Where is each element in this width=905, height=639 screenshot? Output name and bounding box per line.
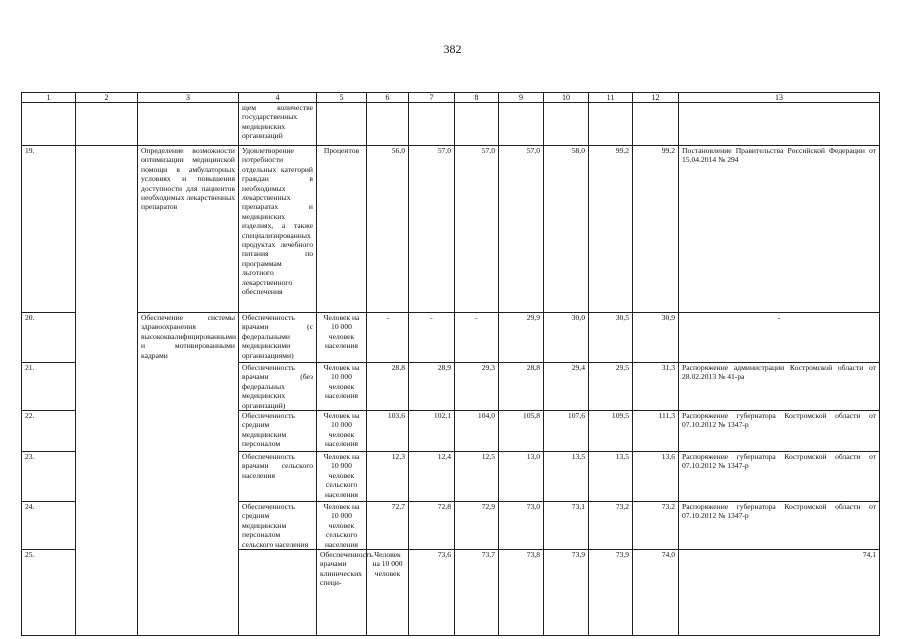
unit-cell: Человек на 10 000 человек сельского населения: [317, 452, 367, 502]
value-cell: [409, 103, 455, 146]
value-cell: 30,5: [589, 313, 633, 363]
value-cell: 102,1: [409, 411, 455, 452]
value-cell: -: [409, 313, 455, 363]
value-cell: 103,6: [367, 411, 409, 452]
value-cell: 74,1: [679, 550, 880, 636]
unit-cell: Процентов: [317, 146, 367, 313]
header-cell: 6: [367, 93, 409, 103]
header-row: [22, 93, 880, 103]
basis-cell: Распоряжение губернатора Костромской области от 07.10.2012 № 1347-р: [679, 502, 880, 550]
value-cell: 73,6: [409, 550, 455, 636]
unit-cell: Человек на 10 000 человек населения: [317, 363, 367, 411]
value-cell: 104,0: [455, 411, 499, 452]
row-number: 25.: [22, 550, 76, 636]
value-cell: 72,7: [367, 502, 409, 550]
value-cell: 28,8: [499, 363, 544, 411]
indicator-cell: щем количестве государственных медицинских организаций: [239, 103, 317, 146]
table-row: [22, 103, 880, 146]
page-number: 382: [443, 42, 462, 56]
value-cell: 105,8: [499, 411, 544, 452]
value-cell: -: [367, 313, 409, 363]
value-cell: 29,9: [499, 313, 544, 363]
unit-cell: Человек на 10 000 человек сельского населения: [317, 502, 367, 550]
row-number: [22, 103, 76, 146]
basis-cell: [679, 103, 880, 146]
header-cell: 12: [633, 93, 679, 103]
indicator-cell: Обеспеченность средним медицинским персоналом сельского населения: [239, 502, 317, 550]
row-number: 24.: [22, 502, 76, 550]
value-cell: 29,4: [544, 363, 589, 411]
value-cell: 30,0: [544, 313, 589, 363]
value-cell: 73,9: [544, 550, 589, 636]
table-row: [22, 146, 880, 313]
header-cell: 8: [455, 93, 499, 103]
column-2-cell: [76, 103, 138, 146]
indicator-cell: Обеспеченность средним медицинским персоналом: [239, 411, 317, 452]
value-cell: [499, 103, 544, 146]
row-number: 22.: [22, 411, 76, 452]
value-cell: [367, 103, 409, 146]
indicator-cell: Обеспеченность врачами (с федеральными медицинскими организациями): [239, 313, 317, 363]
header-cell: 4: [239, 93, 317, 103]
value-cell: 72,8: [409, 502, 455, 550]
value-cell: 28,8: [367, 363, 409, 411]
unit-cell: Человек на 10 000 человек населения: [317, 313, 367, 363]
row-number: 19.: [22, 146, 76, 313]
value-cell: 13,5: [589, 452, 633, 502]
unit-cell: [317, 103, 367, 146]
indicator-cell: Обеспеченность врачами клинических специ-: [317, 550, 367, 636]
value-cell: 57,0: [499, 146, 544, 313]
indicator-cell: Обеспеченность врачами (без федеральных медицинских организаций): [239, 363, 317, 411]
task-cell: Обеспечение системы здравоохранения высококвалифицированными и мотивированными кадрами: [138, 313, 239, 636]
value-cell: 13,0: [499, 452, 544, 502]
value-cell: 31,3: [633, 363, 679, 411]
value-cell: 99,2: [633, 146, 679, 313]
value-cell: 72,9: [455, 502, 499, 550]
value-cell: 73,9: [589, 550, 633, 636]
header-cell: 5: [317, 93, 367, 103]
value-cell: 73,2: [633, 502, 679, 550]
row-number: 20.: [22, 313, 76, 363]
column-2-cell: [239, 550, 317, 636]
basis-cell: Распоряжение губернатора Костромской области от 07.10.2012 № 1347-р: [679, 452, 880, 502]
value-cell: 109,5: [589, 411, 633, 452]
value-cell: 57,0: [455, 146, 499, 313]
indicator-cell: Удовлетворение потребности отдельных категорий граждан в необходимых лекарственных препаратах и медицинских изделиях, а также специализированных продуктах лечебного питания по программам льготного лекарственного обеспечения: [239, 146, 317, 313]
header-cell: 10: [544, 93, 589, 103]
value-cell: -: [455, 313, 499, 363]
indicator-cell: Обеспеченность врачами сельского населения: [239, 452, 317, 502]
unit-cell: Человек на 10 000 человек: [367, 550, 409, 636]
value-cell: 56,0: [367, 146, 409, 313]
header-cell: 2: [76, 93, 138, 103]
value-cell: 73,7: [455, 550, 499, 636]
row-number: 21.: [22, 363, 76, 411]
value-cell: 12,4: [409, 452, 455, 502]
value-cell: 58,0: [544, 146, 589, 313]
value-cell: 73,0: [499, 502, 544, 550]
value-cell: 99,2: [589, 146, 633, 313]
value-cell: [633, 103, 679, 146]
task-cell: [138, 103, 239, 146]
basis-cell: Распоряжение губернатора Костромской области от 07.10.2012 № 1347-р: [679, 411, 880, 452]
table-row: [22, 313, 880, 363]
value-cell: [589, 103, 633, 146]
value-cell: 12,3: [367, 452, 409, 502]
indicators-table: [21, 92, 880, 636]
basis-cell: Распоряжение администрации Костромской области от 28.02.2013 № 41-ра: [679, 363, 880, 411]
unit-cell: Человек на 10 000 человек населения: [317, 411, 367, 452]
value-cell: [544, 103, 589, 146]
value-cell: 28,9: [409, 363, 455, 411]
value-cell: 74,0: [633, 550, 679, 636]
value-cell: 73,8: [499, 550, 544, 636]
value-cell: 73,2: [589, 502, 633, 550]
basis-cell: -: [679, 313, 880, 363]
value-cell: 57,0: [409, 146, 455, 313]
row-number: 23.: [22, 452, 76, 502]
value-cell: 29,5: [589, 363, 633, 411]
value-cell: [455, 103, 499, 146]
value-cell: 13,5: [544, 452, 589, 502]
basis-cell: Постановление Правительства Российской Федерации от 15.04.2014 № 294: [679, 146, 880, 313]
value-cell: 29,3: [455, 363, 499, 411]
value-cell: 111,3: [633, 411, 679, 452]
value-cell: 107,6: [544, 411, 589, 452]
header-cell: 13: [679, 93, 880, 103]
header-cell: 3: [138, 93, 239, 103]
value-cell: 12,5: [455, 452, 499, 502]
header-cell: 1: [22, 93, 76, 103]
column-2-cell: [76, 146, 138, 636]
value-cell: 13,6: [633, 452, 679, 502]
value-cell: 73,1: [544, 502, 589, 550]
value-cell: 30,9: [633, 313, 679, 363]
header-cell: 11: [589, 93, 633, 103]
header-cell: 9: [499, 93, 544, 103]
task-cell: Определение возможности оптимизации медицинской помощи в амбулаторных условиях и повышения доступности для пациентов необходимых лекарственных препаратов: [138, 146, 239, 313]
header-cell: 7: [409, 93, 455, 103]
